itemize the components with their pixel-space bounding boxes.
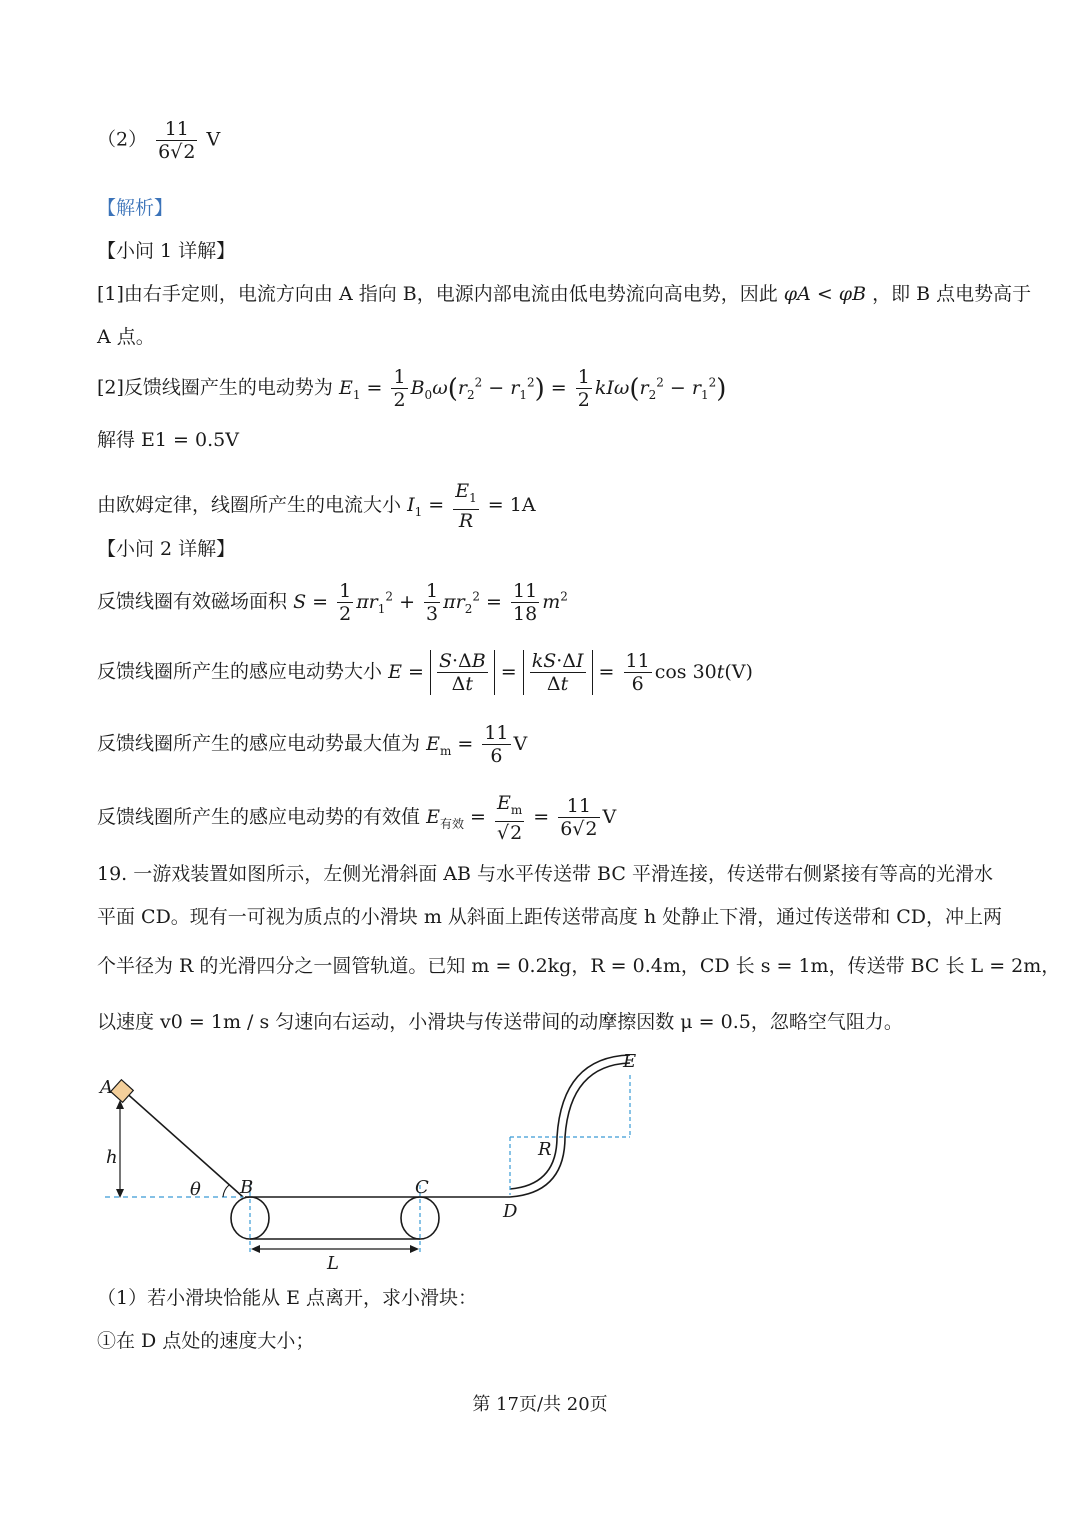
pulley-right (401, 1197, 439, 1239)
label-d: D (503, 1201, 518, 1222)
p19-sub1a: ①在 D 点处的速度大小； (97, 1330, 315, 1352)
q2-area-prefix: 反馈线圈有效磁场面积 (97, 590, 288, 613)
slider-block (111, 1080, 134, 1103)
label-c: C (415, 1177, 429, 1198)
label-r: R (538, 1139, 552, 1160)
q2-emf-prefix: 反馈线圈所产生的感应电动势大小 (97, 660, 383, 683)
p19-line3: 个半径为 R 的光滑四分之一圆管轨道。已知 m = 0.2kg，R = 0.4m，CD 长 s = 1m，传送带 BC 长 L = 2m， (97, 955, 1061, 977)
phi-relation: φA < φB (783, 283, 867, 305)
p19-line2: 平面 CD。现有一可视为质点的小滑块 m 从斜面上距传送带高度 h 处静止下滑，通过传送带和 CD，冲上两 (97, 906, 1003, 928)
tube-outer (510, 1063, 630, 1197)
q2-header: 【小问 2 详解】 (97, 538, 236, 560)
q2-emax (97, 722, 527, 767)
answer-2 (97, 118, 220, 163)
p19-sub1: （1）若小滑块恰能从 E 点离开，求小滑块： (97, 1287, 478, 1309)
q2-eff (97, 792, 616, 844)
q1-line2: A 点。 (97, 326, 155, 348)
label-b: B (240, 1177, 254, 1198)
q1-line1b-text: ，即 B 点电势高于 (872, 283, 1032, 305)
q1-line3 (97, 366, 726, 411)
theta-arc (223, 1185, 229, 1197)
q1-line4: 解得 E1 = 0.5V (97, 429, 239, 451)
label-e: E (623, 1051, 637, 1072)
l-arrow-head-right (410, 1245, 419, 1253)
label-l: L (327, 1253, 339, 1270)
answer-2-fraction: $\frac{11}{6√2}$ (158, 118, 196, 163)
p19-line4: 以速度 v0 = 1m / s 匀速向右运动，小滑块与传送带间的动摩擦因数 μ = 0.5，忽略空气阻力。 (97, 1011, 903, 1033)
answer-2-den-root: 2 (183, 141, 196, 163)
emax-formula: $E_m$ = $\frac{11}{6}$ V (426, 722, 528, 767)
q1-header: 【小问 1 详解】 (97, 240, 236, 262)
conveyor-diagram (95, 1045, 655, 1270)
q1-line5 (97, 480, 536, 532)
area-formula: S = $\frac{1}{2}$ $\pi r_1^2$ + $\frac{1}{3}$ $\pi r_2^2$ = $\frac{11}{18}$ $m^2$ (293, 580, 568, 625)
answer-2-den-coef: 6 (158, 141, 171, 163)
answer-2-num: 11 (164, 118, 189, 140)
q1-emf-formula: $E_1$ = $\frac{1}{2}$ $B_0\omega(r_2^2 - r_1^2)$ = $\frac{1}{2}$ $kI\omega(r_2^2 - r_1^2)$ (338, 366, 727, 411)
label-h: h (106, 1147, 118, 1168)
eff-formula: $E_{有效}$ = $\frac{E_m}{√2}$ = $\frac{11}{6√2}$ V (426, 792, 617, 844)
q2-emax-prefix: 反馈线圈所产生的感应电动势最大值为 (97, 732, 421, 755)
answer-2-unit: V (206, 128, 221, 151)
q1-line1-text: [1]由右手定则，电流方向由 A 指向 B，电源内部电流由低电势流向高电势，因此 (97, 283, 778, 305)
pulley-left (231, 1197, 269, 1239)
l-arrow-head-left (251, 1245, 260, 1253)
page-footer: 第 17页/共 20页 (472, 1394, 608, 1415)
tube-inner (510, 1055, 630, 1189)
emf-formula: E = $\frac{S\cdot\Delta B}{\Delta t}$ = $\frac{kS\cdot\Delta I}{\Delta t}$ = $\frac{11}{6}$ cos 30t(V) (388, 650, 753, 695)
q2-eff-prefix: 反馈线圈所产生的感应电动势的有效值 (97, 805, 421, 828)
ohm-formula: $I_1$ = $\frac{E_1}{R}$ = 1A (407, 480, 536, 532)
jiexi-heading: 【解析】 (97, 197, 174, 219)
q2-emf (97, 650, 753, 695)
q1-line1 (97, 280, 1031, 308)
q2-area (97, 580, 568, 625)
label-theta: θ (190, 1179, 201, 1200)
incline-ab (123, 1090, 243, 1197)
q1-line3-prefix: [2]反馈线圈产生的电动势为 (97, 376, 333, 399)
answer-2-prefix: （2） (97, 128, 148, 151)
p19-line1: 19. 一游戏装置如图所示，左侧光滑斜面 AB 与水平传送带 BC 平滑连接，传送带右侧紧接有等高的光滑水 (97, 863, 993, 885)
q1-line5-prefix: 由欧姆定律，线圈所产生的电流大小 (97, 493, 402, 516)
label-a: A (100, 1077, 113, 1098)
